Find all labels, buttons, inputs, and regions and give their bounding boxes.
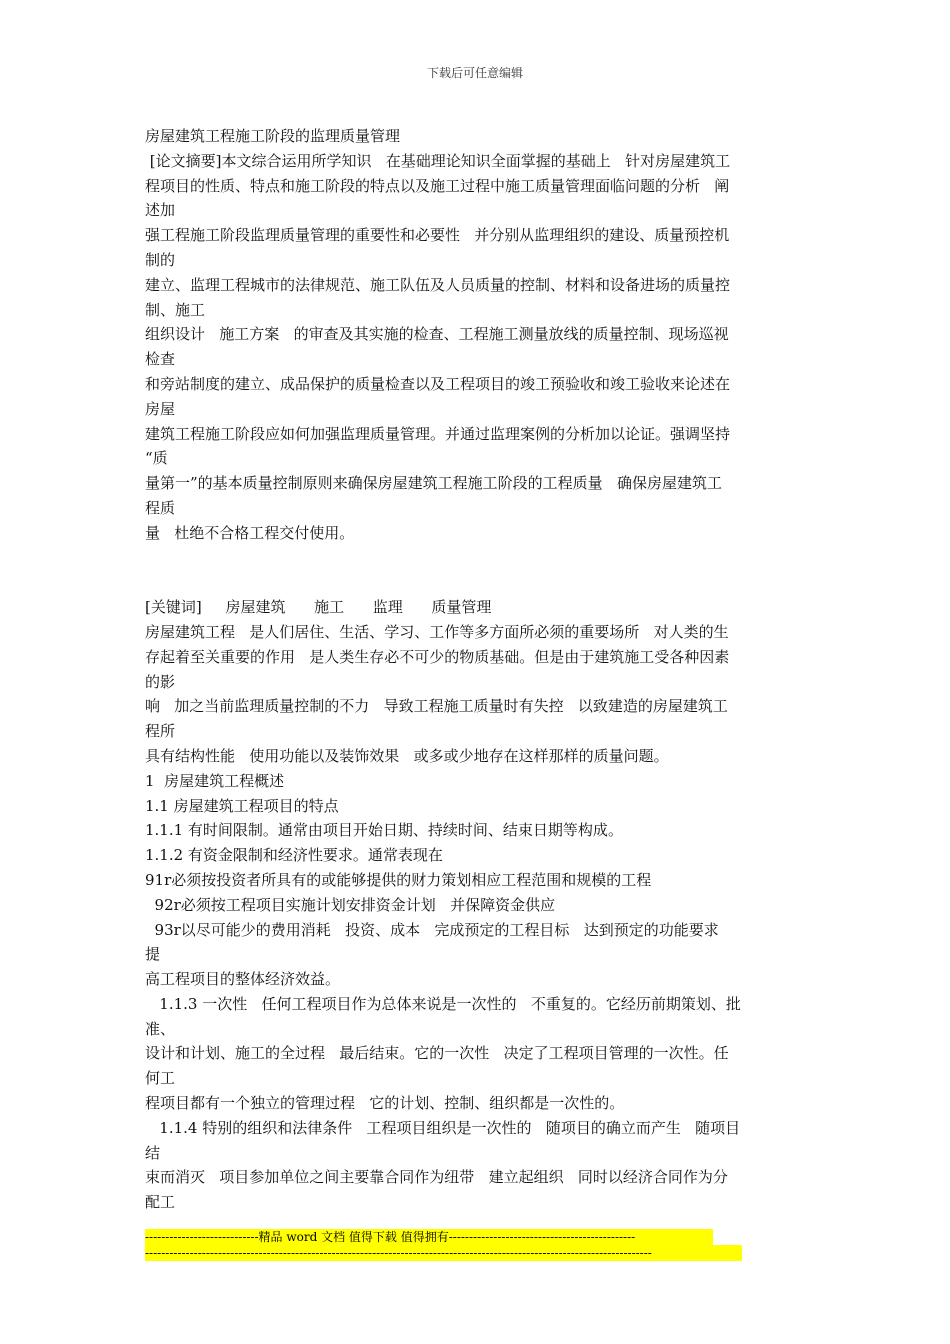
body-line: 高工程项目的整体经济效益。 — [145, 970, 341, 989]
body-line: 束而消灭 项目参加单位之间主要靠合同作为纽带 建立起组织 同时以经济合同作为分 — [145, 1168, 728, 1187]
abstract-line: 检查 — [145, 350, 176, 369]
abstract-section — [145, 149, 810, 546]
footer-line-2: ----------------------------------------------------------------------------------------------------------------------------- — [145, 1245, 742, 1261]
keywords-line: [关键词] 房屋建筑 施工 监理 质量管理 — [145, 598, 492, 617]
body-line: 程所 — [145, 722, 176, 741]
document-title: 房屋建筑工程施工阶段的监理质量管理 — [145, 127, 401, 145]
body-line: 1.1.1 有时间限制。通常由项目开始日期、持续时间、结束日期等构成。 — [145, 821, 623, 840]
body-line: 房屋建筑工程 是人们居住、生活、学习、工作等多方面所必须的重要场所 对人类的生 — [145, 622, 729, 641]
abstract-line: 和旁站制度的建立、成品保护的质量检查以及工程项目的竣工预验收和竣工验收来论述在 — [145, 374, 731, 393]
body-line: 结 — [145, 1143, 161, 1162]
body-line: 存起着至关重要的作用 是人类生存必不可少的物质基础。但是由于建筑施工受各种因素 — [145, 647, 730, 666]
body-line: 1.1.4 特别的组织和法律条件 工程项目组织是一次性的 随项目的确立而产生 随项目 — [145, 1118, 741, 1137]
body-line: 的影 — [145, 672, 176, 691]
abstract-line: 房屋 — [145, 399, 176, 418]
abstract-line: 制、施工 — [145, 300, 206, 319]
document-body — [145, 124, 810, 1215]
body-line: 93r以尽可能少的费用消耗 投资、成本 完成预定的工程目标 达到预定的功能要求 — [145, 920, 719, 939]
body-line: 具有结构性能 使用功能以及装饰效果 或多或少地存在这样那样的质量问题。 — [145, 746, 669, 765]
body-line: 提 — [145, 945, 161, 964]
body-line: 设计和计划、施工的全过程 最后结束。它的一次性 决定了工程项目管理的一次性。任 — [145, 1044, 729, 1063]
body-line: 91r必须按投资者所具有的或能够提供的财力策划相应工程范围和规模的工程 — [145, 870, 652, 889]
abstract-line: 程项目的性质、特点和施工阶段的特点以及施工过程中施工质量管理面临问题的分析 阐 — [145, 176, 730, 195]
abstract-line: 强工程施工阶段监理质量管理的重要性和必要性 并分别从监理组织的建设、质量预控机 — [145, 226, 730, 245]
abstract-line: 组织设计 施工方案 的审查及其实施的检查、工程施工测量放线的质量控制、现场巡视 — [145, 325, 729, 344]
abstract-line: 建立、监理工程城市的法律规范、施工队伍及人员质量的控制、材料和设备进场的质量控 — [145, 275, 731, 294]
body-line: 1.1 房屋建筑工程项目的特点 — [145, 796, 339, 815]
abstract-line: 建筑工程施工阶段应如何加强监理质量管理。并通过监理案例的分析加以论证。强调坚持 — [145, 424, 731, 443]
footer-line-1: ----------------------------精品 word 文档 值得下载 值得拥有---------------------------------------------- — [145, 1229, 713, 1245]
abstract-line: “质 — [145, 449, 168, 468]
footer-banner — [145, 1229, 742, 1261]
body-line: 响 加之当前监理质量控制的不力 导致工程施工质量时有失控 以致建造的房屋建筑工 — [145, 697, 728, 716]
body-line: 92r必须按工程项目实施计划安排资金计划 并保障资金供应 — [145, 895, 556, 914]
body-line: 准、 — [145, 1019, 176, 1038]
abstract-line: [论文摘要]本文综合运用所学知识 在基础理论知识全面掌握的基础上 针对房屋建筑工 — [145, 151, 731, 170]
body-line: 程项目都有一个独立的管理过程 它的计划、控制、组织都是一次性的。 — [145, 1094, 625, 1113]
abstract-line: 程质 — [145, 498, 176, 517]
abstract-line: 量 杜绝不合格工程交付使用。 — [145, 523, 355, 542]
page-header: 下载后可任意编辑 — [426, 66, 523, 80]
body-line: 1.1.2 有资金限制和经济性要求。通常表现在 — [145, 846, 443, 865]
body-line: 配工 — [145, 1193, 176, 1212]
abstract-line: 制的 — [145, 250, 176, 269]
body-line: 1.1.3 一次性 任何工程项目作为总体来说是一次性的 不重复的。它经历前期策划、批 — [145, 994, 741, 1013]
body-section — [145, 620, 810, 1215]
abstract-line: 述加 — [145, 201, 176, 220]
body-line: 何工 — [145, 1069, 176, 1088]
abstract-line: 量第一”的基本质量控制原则来确保房屋建筑工程施工阶段的工程质量 确保房屋建筑工 — [145, 474, 722, 493]
section-spacer — [145, 546, 810, 596]
body-line: 1 房屋建筑工程概述 — [145, 771, 285, 790]
